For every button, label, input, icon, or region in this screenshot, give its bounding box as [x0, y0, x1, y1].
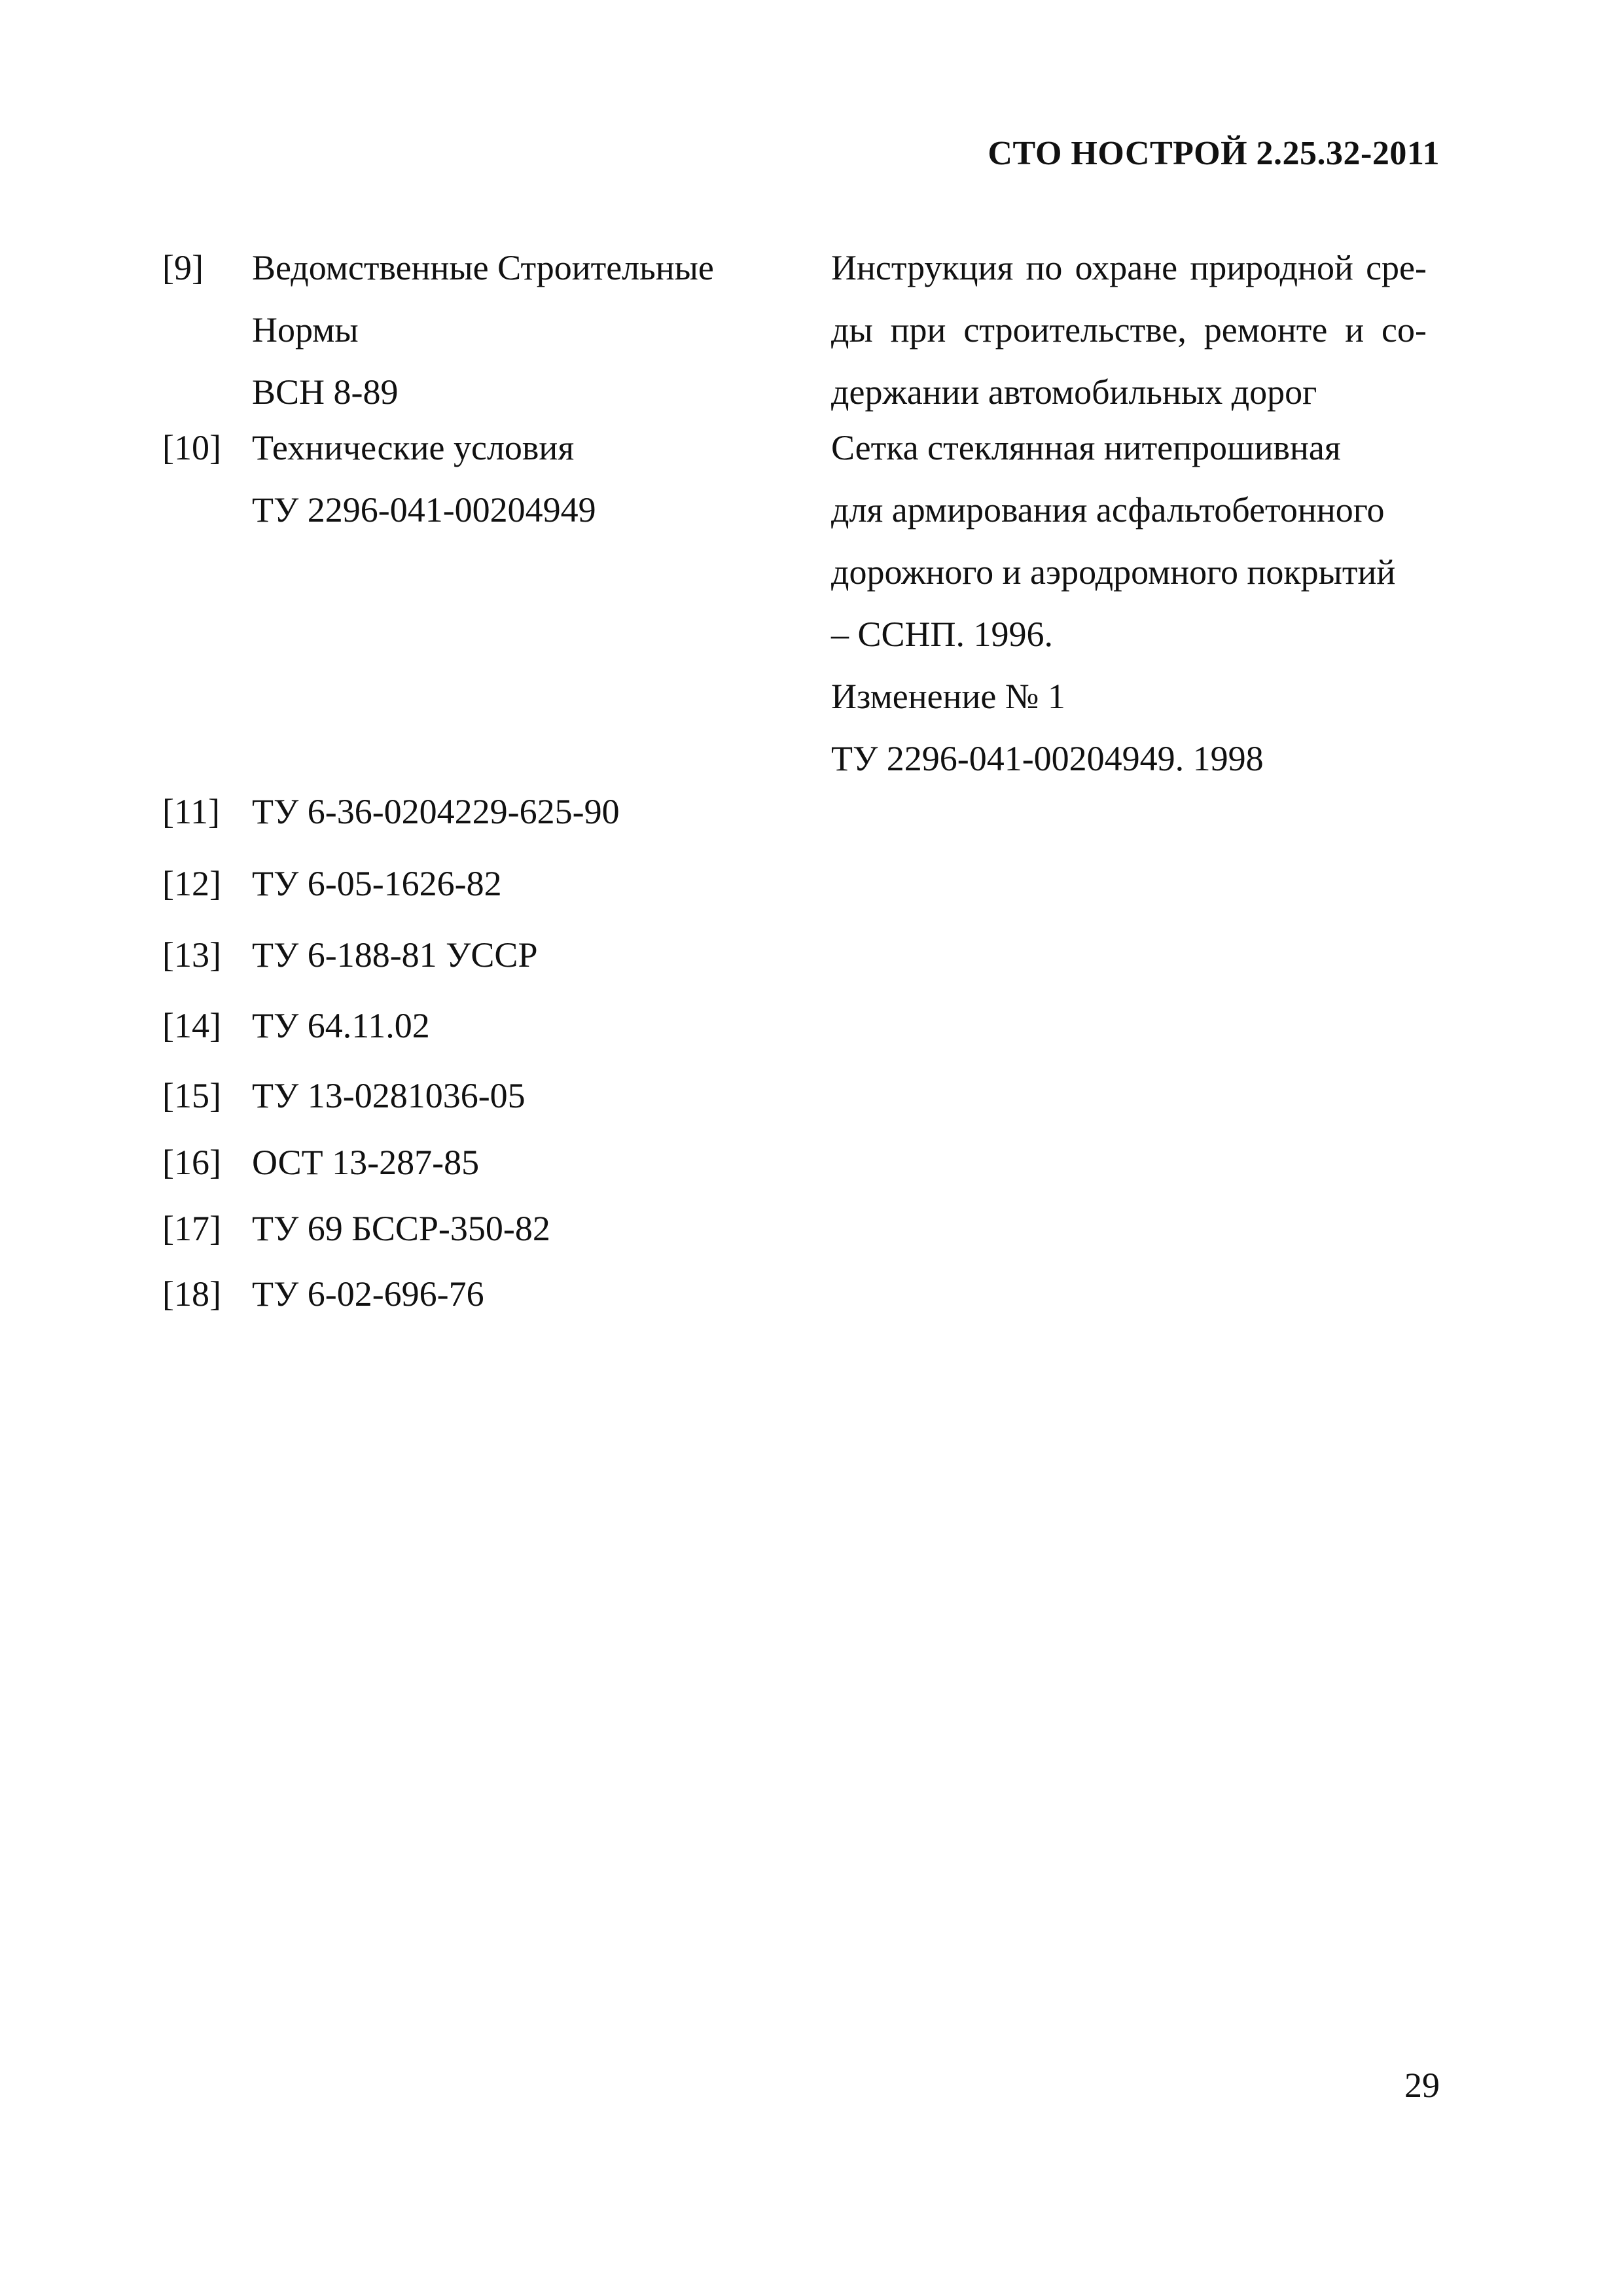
reference-code	[252, 853, 789, 915]
reference-code	[252, 781, 789, 843]
reference-code	[252, 417, 789, 541]
reference-code	[252, 1065, 789, 1127]
reference-code-line: Нормы	[252, 310, 359, 350]
reference-desc-line: Сетка стеклянная нитепрошивная	[831, 428, 1341, 467]
document-code-header: СТО НОСТРОЙ 2.25.32-2011	[988, 135, 1440, 172]
reference-number: [18]	[162, 1274, 221, 1314]
reference-code-line: ТУ 6-188-81 УССР	[252, 935, 538, 975]
reference-number: [15]	[162, 1076, 221, 1115]
reference-desc-line: ТУ 2296-041-00204949. 1998	[831, 739, 1264, 778]
reference-desc-line: дорожного и аэродромного покрытий	[831, 552, 1396, 592]
reference-number: [11]	[162, 792, 220, 831]
reference-code-line: ТУ 64.11.02	[252, 1006, 430, 1045]
reference-desc-line: держании автомобильных дорог	[831, 372, 1317, 412]
reference-desc-line: ды при строительстве, ремонте и со-	[831, 310, 1427, 350]
reference-number: [14]	[162, 1006, 221, 1045]
reference-number: [16]	[162, 1143, 221, 1182]
reference-code-line: ВСН 8-89	[252, 372, 399, 412]
reference-desc-line: – ССНП. 1996.	[831, 615, 1054, 654]
reference-code-line: ТУ 6-05-1626-82	[252, 864, 502, 903]
reference-desc-line: для армирования асфальтобетонного	[831, 490, 1385, 529]
reference-number: [9]	[162, 248, 204, 287]
reference-code	[252, 237, 789, 423]
reference-code	[252, 1132, 789, 1194]
reference-number: [10]	[162, 428, 221, 467]
reference-code	[252, 924, 789, 986]
reference-code-line: Ведомственные Строительные	[252, 248, 714, 287]
reference-number: [13]	[162, 935, 221, 975]
reference-number: [17]	[162, 1209, 221, 1248]
reference-code-line: ТУ 2296-041-00204949	[252, 490, 596, 529]
reference-code-line: ТУ 6-02-696-76	[252, 1274, 484, 1314]
reference-code	[252, 995, 789, 1057]
reference-desc-line: Изменение № 1	[831, 677, 1065, 716]
reference-code-line: ОСТ 13-287-85	[252, 1143, 480, 1182]
reference-code	[252, 1198, 789, 1260]
reference-description	[831, 237, 1446, 423]
reference-number: [12]	[162, 864, 221, 903]
reference-code-line: ТУ 6-36-0204229-625-90	[252, 792, 620, 831]
reference-description	[831, 417, 1446, 790]
reference-code-line: Технические условия	[252, 428, 575, 467]
reference-code-line: ТУ 69 БССР-350-82	[252, 1209, 550, 1248]
reference-code	[252, 1263, 789, 1325]
reference-desc-line: Инструкция по охране природной сре-	[831, 248, 1427, 287]
page-number: 29	[1404, 2066, 1440, 2105]
reference-code-line: ТУ 13-0281036-05	[252, 1076, 526, 1115]
